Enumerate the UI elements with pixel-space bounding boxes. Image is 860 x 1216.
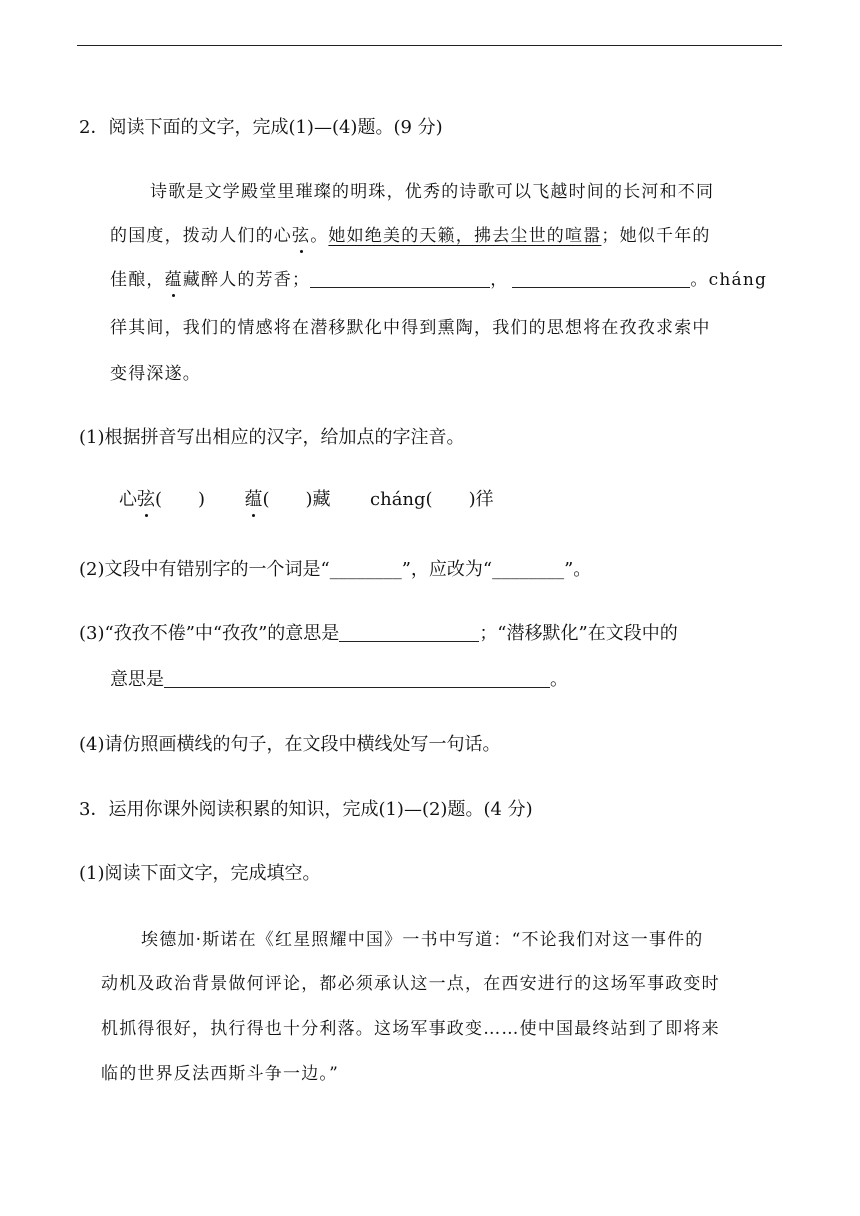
dotted-char-xian: 弦 — [292, 226, 311, 246]
dotted-char-yun: 蕴 — [244, 489, 263, 510]
answer-blank[interactable] — [512, 269, 690, 288]
answer-paren[interactable]: ( ) — [155, 489, 206, 510]
answer-blank[interactable] — [310, 269, 490, 288]
answer-paren[interactable]: cháng( )徉 — [370, 489, 494, 510]
header-rule — [77, 45, 782, 46]
passage-text: ， — [490, 270, 509, 290]
passage-text: 藏醉人的芳香； — [182, 270, 311, 290]
question-text: 意思是 — [110, 669, 164, 690]
question-text: (3)“孜孜不倦”中“孜孜”的意思是 — [79, 623, 340, 644]
q2-sub1-items — [119, 488, 494, 512]
q2-sub4: (4)请仿照画横线的句子，在文段中横线处写一句话。 — [79, 734, 501, 755]
answer-paren[interactable]: ( )藏 — [262, 489, 331, 510]
item-text: 心 — [119, 489, 137, 510]
q2-sub2 — [79, 558, 591, 582]
question-text: (2)文段中有错别字的一个词是“ — [79, 559, 330, 580]
q2-passage-line-3 — [110, 268, 767, 292]
underlined-sentence: 她如绝美的天籁，拂去尘世的喧嚣 — [328, 226, 602, 246]
q2-passage-line-5: 变得深遂。 — [110, 364, 201, 384]
passage-text: ；她似千年的 — [601, 226, 711, 246]
q2-sub1-title: (1)根据拼音写出相应的汉字，给加点的字注音。 — [79, 427, 465, 448]
question-text: ”，应改为“ — [401, 559, 493, 580]
question-text: ”。 — [564, 559, 592, 580]
answer-blank[interactable] — [164, 669, 550, 688]
question-text: 。 — [550, 669, 568, 690]
q3-passage-line-3: 机抓得很好，执行得也十分利落。这场军事政变……使中国最终站到了即将来 — [101, 1019, 720, 1039]
q3-passage-line-4: 临的世界反法西斯斗争一边。” — [101, 1064, 339, 1084]
q2-passage-line-4: 徉其间，我们的情感将在潜移默化中得到熏陶，我们的思想将在孜孜求索中 — [110, 318, 711, 338]
answer-blank[interactable]: ________ — [492, 559, 565, 580]
q2-passage-line-2 — [110, 224, 711, 248]
dotted-char-xian: 弦 — [137, 489, 155, 510]
answer-blank[interactable]: ________ — [329, 559, 402, 580]
passage-text: 的国度，拨动人们的心 — [110, 226, 292, 246]
q2-title: 2．阅读下面的文字，完成(1)—(4)题。(9 分) — [79, 117, 443, 138]
q3-sub1-title: (1)阅读下面文字，完成填空。 — [79, 863, 321, 884]
q2-sub3-line-2 — [110, 668, 568, 692]
question-text: ；“潜移默化”在文段中的 — [479, 623, 678, 644]
passage-text: 。cháng — [690, 270, 768, 290]
q3-passage-line-1: 埃德加·斯诺在《红星照耀中国》一书中写道：“不论我们对这一事件的 — [141, 930, 704, 950]
q2-passage-line-1: 诗歌是文学殿堂里璀璨的明珠，优秀的诗歌可以飞越时间的长河和不同 — [150, 182, 715, 202]
q3-title: 3．运用你课外阅读积累的知识，完成(1)—(2)题。(4 分) — [79, 799, 533, 820]
answer-blank[interactable] — [339, 623, 479, 642]
dotted-char-yun: 蕴 — [164, 270, 183, 290]
q3-passage-line-2: 动机及政治背景做何评论，都必须承认这一点，在西安进行的这场军事政变时 — [101, 974, 720, 994]
q2-sub3-line-1 — [79, 622, 678, 646]
passage-text: 佳酿， — [110, 270, 165, 290]
passage-text: 。 — [310, 226, 329, 246]
